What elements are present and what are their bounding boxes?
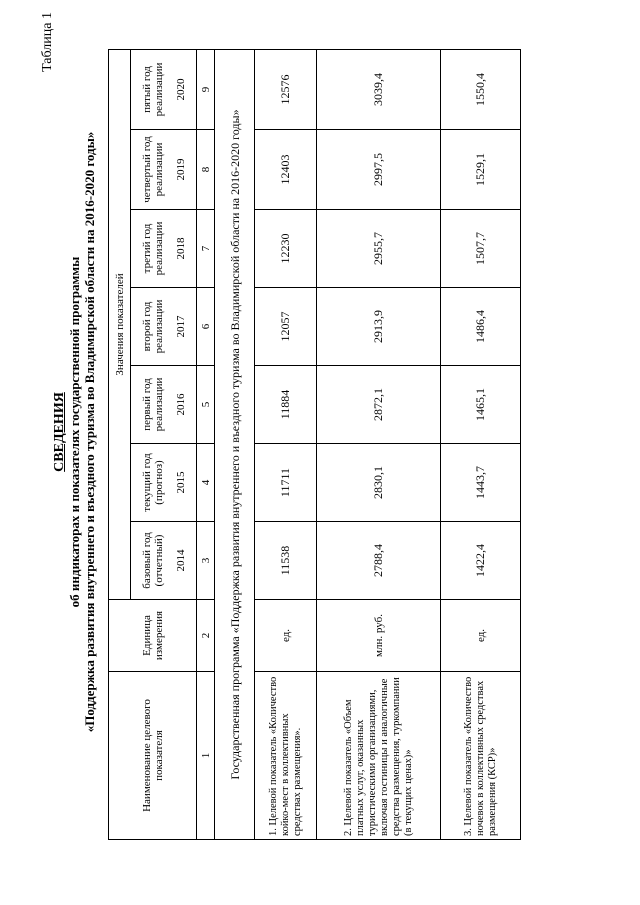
indicator-name: 1. Целевой показатель «Количество койко-мест в коллективных средствах размещения». <box>255 672 317 840</box>
value-cell: 12403 <box>255 130 317 210</box>
year-value: 2018 <box>174 237 187 260</box>
header-unit: Единица измерения <box>109 600 197 672</box>
indicator-name: 2. Целевой показатель «Объем платных услуг, оказанных туристическими организациями, включая гостиницы и аналогичные средства размещения, туркомпании (в текущих ценах)» <box>317 672 441 840</box>
value-cell: 1465,1 <box>441 366 521 444</box>
indicator-name: 3. Целевой показатель «Количество ночевок в коллективных средствах размещения (КСР)» <box>441 672 521 840</box>
title-main: СВЕДЕНИЯ <box>52 392 67 472</box>
header-year-cell <box>131 210 197 288</box>
col-number: 7 <box>197 210 215 288</box>
value-cell: 2997,5 <box>317 130 441 210</box>
year-value: 2017 <box>174 315 187 338</box>
table-label: Таблица 1 <box>40 12 55 72</box>
year-value: 2020 <box>174 78 187 101</box>
value-cell: 12057 <box>255 288 317 366</box>
year-label: базовый год (отчетный) <box>140 532 165 589</box>
year-label: третий год реализации <box>140 221 165 276</box>
header-year-cell <box>131 522 197 600</box>
col-number: 1 <box>197 672 215 840</box>
header-year-cell <box>131 288 197 366</box>
value-cell: 3039,4 <box>317 49 441 129</box>
col-number: 4 <box>197 444 215 522</box>
indicator-unit: млн. руб. <box>317 600 441 672</box>
year-value: 2015 <box>174 471 187 494</box>
value-cell: 11711 <box>255 444 317 522</box>
value-cell: 1443,7 <box>441 444 521 522</box>
value-cell: 1550,4 <box>441 49 521 129</box>
header-values-group: Значения показателей <box>109 49 131 599</box>
value-cell: 2955,7 <box>317 210 441 288</box>
year-label: первый год реализации <box>140 377 165 432</box>
col-number: 9 <box>197 49 215 129</box>
value-cell: 1507,7 <box>441 210 521 288</box>
value-cell: 2872,1 <box>317 366 441 444</box>
year-value: 2014 <box>174 549 187 572</box>
program-title: Государственная программа «Поддержка развития внутреннего и въездного туризма во Владимирской области на 2016-2020 годы» <box>215 49 255 839</box>
year-label: текущий год (прогноз) <box>140 453 165 512</box>
col-number: 2 <box>197 600 215 672</box>
value-cell: 12230 <box>255 210 317 288</box>
col-number: 8 <box>197 130 215 210</box>
table-row <box>441 49 521 839</box>
indicator-unit: ед. <box>441 600 521 672</box>
title-line3: «Поддержка развития внутреннего и въездного туризма во Владимирской области на 2016-2020 годы» <box>82 131 97 733</box>
header-year-cell <box>131 49 197 129</box>
header-year-cell <box>131 130 197 210</box>
value-cell: 12576 <box>255 49 317 129</box>
value-cell: 11538 <box>255 522 317 600</box>
indicators-table <box>108 49 521 840</box>
value-cell: 11884 <box>255 366 317 444</box>
table-row <box>255 49 317 839</box>
value-cell: 1529,1 <box>441 130 521 210</box>
value-cell: 2830,1 <box>317 444 441 522</box>
value-cell: 2913,9 <box>317 288 441 366</box>
value-cell: 1422,4 <box>441 522 521 600</box>
year-value: 2019 <box>174 158 187 181</box>
year-label: пятый год реализации <box>140 62 165 117</box>
header-year-cell <box>131 366 197 444</box>
header-name: Наименование целевого показателя <box>109 672 197 840</box>
indicator-unit: ед. <box>255 600 317 672</box>
header-year-cell <box>131 444 197 522</box>
title-line2: об индикаторах и показателях государственной программы <box>67 256 82 608</box>
document-title <box>52 12 97 852</box>
value-cell: 2788,4 <box>317 522 441 600</box>
year-label: четвертый год реализации <box>140 136 165 203</box>
col-number: 6 <box>197 288 215 366</box>
year-label: второй год реализации <box>140 299 165 354</box>
col-number: 3 <box>197 522 215 600</box>
col-number: 5 <box>197 366 215 444</box>
year-value: 2016 <box>174 393 187 416</box>
table-row <box>317 49 441 839</box>
value-cell: 1486,4 <box>441 288 521 366</box>
rotated-content <box>40 12 600 852</box>
